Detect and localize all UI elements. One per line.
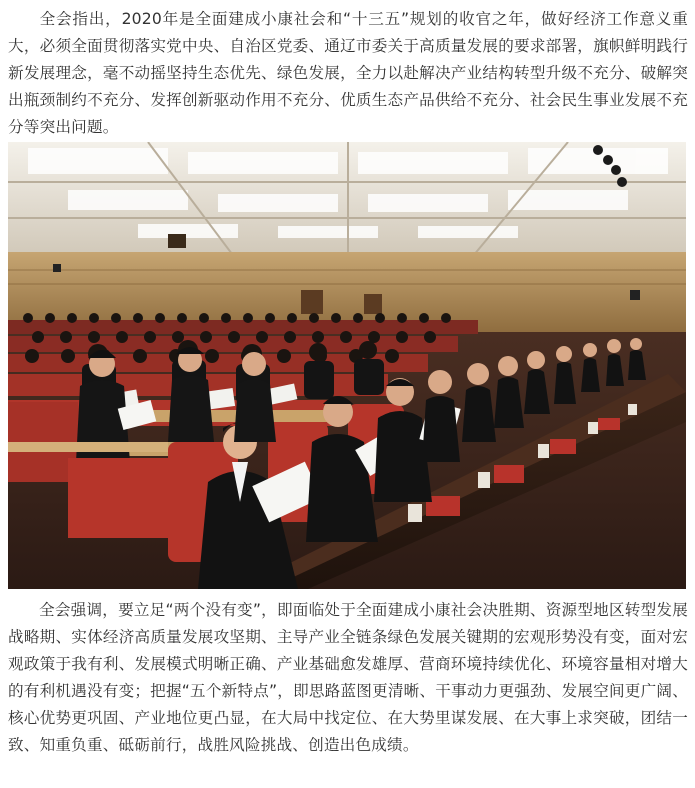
article-paragraph-2 <box>8 597 688 759</box>
meeting-photo <box>8 142 686 589</box>
article-paragraph-1 <box>8 6 688 141</box>
paragraph-2-text: 全会强调，要立足“两个没有变”，即面临处于全面建成小康社会决胜期、资源型地区转型发展战略期、实体经济高质量发展攻坚期、主导产业全链条绿色发展关键期的宏观形势没有变，面对宏观政策于我有利、发展模式明晰正确、产业基础愈发雄厚、营商环境持续优化、环境容量相对增大的有利机遇没有变；把握“五个新特点”，即思路蓝图更清晰、干事动力更强劲、发展空间更广阔、核心优势更巩固、产业地位更凸显，在大局中找定位、在大势里谋发展、在大事上求突破，团结一致、知重负重、砥砺前行，战胜风险挑战、创造出色成绩。 <box>8 601 688 754</box>
meeting-hall-illustration <box>8 142 686 589</box>
paragraph-1-text: 全会指出，2020年是全面建成小康社会和“十三五”规划的收官之年，做好经济工作意义重大，必须全面贯彻落实党中央、自治区党委、通辽市委关于高质量发展的要求部署，旗帜鲜明践行新发展理念，毫不动摇坚持生态优先、绿色发展，全力以赴解决产业结构转型升级不充分、破解突出瓶颈制约不充分、发挥创新驱动作用不充分、优质生态产品供给不充分、社会民生事业发展不充分等突出问题。 <box>8 10 688 136</box>
